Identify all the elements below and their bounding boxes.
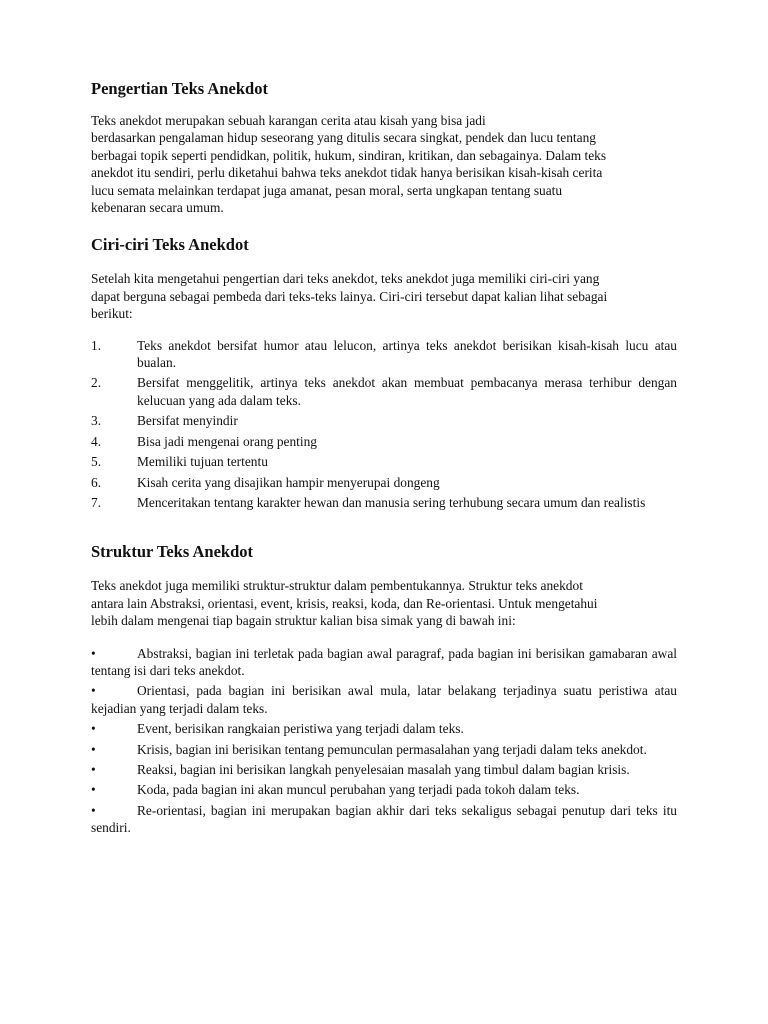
struktur-list [91, 645, 677, 837]
list-number: 3. [91, 413, 102, 429]
list-item-text: Teks anekdot bersifat humor atau lelucon, artinya teks anekdot berisikan kisah-kisah lucu atau bualan. [137, 337, 677, 371]
list-item-text: Bersifat menyindir [137, 413, 238, 429]
text-line: kebenaran secara umum. [91, 200, 224, 216]
list-number: 7. [91, 494, 102, 510]
text-line: dapat berguna sebagai pembeda dari teks-teks lainya. Ciri-ciri tersebut dapat kalian lihat sebagai [91, 288, 608, 304]
paragraph-ciri [91, 270, 677, 322]
bullet-icon: • [91, 802, 96, 818]
list-item [91, 453, 677, 470]
list-item-text: Event, berisikan rangkaian peristiwa yang terjadi dalam teks. [137, 721, 464, 737]
text-line: berdasarkan pengalaman hidup seseorang yang ditulis secara singkat, pendek dan lucu tentang [91, 130, 596, 146]
list-item-text: Re-orientasi, bagian ini merupakan bagian akhir dari teks sekaligus sebagai penutup dari teks itu sendiri. [91, 802, 677, 836]
list-item [91, 412, 677, 429]
text-line: berikut: [91, 306, 133, 322]
list-item-text: Orientasi, pada bagian ini berisikan awal mula, latar belakang terjadinya suatu peristiwa atau kejadian yang terjadi dalam teks. [91, 683, 677, 716]
text-line: Teks anekdot juga memiliki struktur-struktur dalam pembentukannya. Struktur teks anekdot [91, 578, 583, 594]
list-item [91, 741, 677, 758]
list-item [91, 494, 677, 511]
list-item [91, 682, 677, 717]
list-item [91, 761, 677, 778]
bullet-icon: • [91, 645, 96, 661]
list-item [91, 474, 677, 491]
list-number: 1. [91, 337, 102, 353]
section-title-struktur: Struktur Teks Anekdot [91, 542, 254, 562]
list-item [91, 374, 677, 409]
text-line: lebih dalam mengenai tiap bagain struktur kalian bisa simak yang di bawah ini: [91, 613, 516, 629]
list-number: 4. [91, 433, 102, 449]
list-item-text: Abstraksi, bagian ini terletak pada bagian awal paragraf, pada bagian ini berisikan gamabaran awal tentang isi dari teks anekdot. [91, 645, 677, 678]
list-item-text: Bisa jadi mengenai orang penting [137, 433, 317, 449]
list-item-text: Krisis, bagian ini berisikan tentang pemunculan permasalahan yang terjadi dalam teks anekdot. [137, 741, 647, 757]
list-item-text: Menceritakan tentang karakter hewan dan manusia sering terhubung secara umum dan realistis [137, 494, 646, 510]
list-item-text: Bersifat menggelitik, artinya teks anekdot akan membuat pembacanya merasa terhibur dengan kelucuan yang ada dalam teks. [137, 375, 677, 408]
text-line: Setelah kita mengetahui pengertian dari teks anekdot, teks anekdot juga memiliki ciri-ciri yang [91, 271, 600, 287]
document-content [91, 78, 677, 837]
bullet-icon: • [91, 741, 96, 757]
list-item-text: Kisah cerita yang disajikan hampir menyerupai dongeng [137, 474, 440, 490]
list-item-text: Koda, pada bagian ini akan muncul perubahan yang terjadi pada tokoh dalam teks. [137, 782, 580, 798]
list-number: 2. [91, 375, 102, 391]
ciri-list [91, 337, 677, 512]
text-line: berbagai topik seperti pendidkan, politik, hukum, sindiran, kritikan, dan sebagainya. Dalam teks [91, 147, 607, 163]
section-title-ciri: Ciri-ciri Teks Anekdot [91, 235, 249, 255]
paragraph-pengertian [91, 112, 677, 216]
list-number: 5. [91, 454, 102, 470]
bullet-icon: • [91, 761, 96, 777]
text-line: Teks anekdot merupakan sebuah karangan cerita atau kisah yang bisa jadi [91, 113, 486, 128]
list-item-text: Memiliki tujuan tertentu [137, 454, 268, 470]
list-item [91, 720, 677, 737]
section-title-pengertian: Pengertian Teks Anekdot [91, 79, 268, 98]
text-line: anekdot itu sendiri, perlu diketahui bahwa teks anekdot tidak hanya berisikan kisah-kisah cerita [91, 165, 603, 181]
list-item [91, 802, 677, 837]
list-item [91, 781, 677, 798]
bullet-icon: • [91, 721, 96, 737]
text-line: lucu semata melainkan terdapat juga amanat, pesan moral, serta ungkapan tentang suatu [91, 182, 563, 198]
text-line: antara lain Abstraksi, orientasi, event, krisis, reaksi, koda, dan Re-orientasi. Untuk mengetahui [91, 595, 598, 611]
bullet-icon: • [91, 782, 96, 798]
list-number: 6. [91, 474, 102, 490]
list-item [91, 433, 677, 450]
bullet-icon: • [91, 683, 96, 699]
list-item [91, 645, 677, 680]
list-item [91, 337, 677, 372]
paragraph-struktur [91, 577, 677, 629]
list-item-text: Reaksi, bagian ini berisikan langkah penyelesaian masalah yang timbul dalam bagian krisis. [137, 761, 630, 777]
